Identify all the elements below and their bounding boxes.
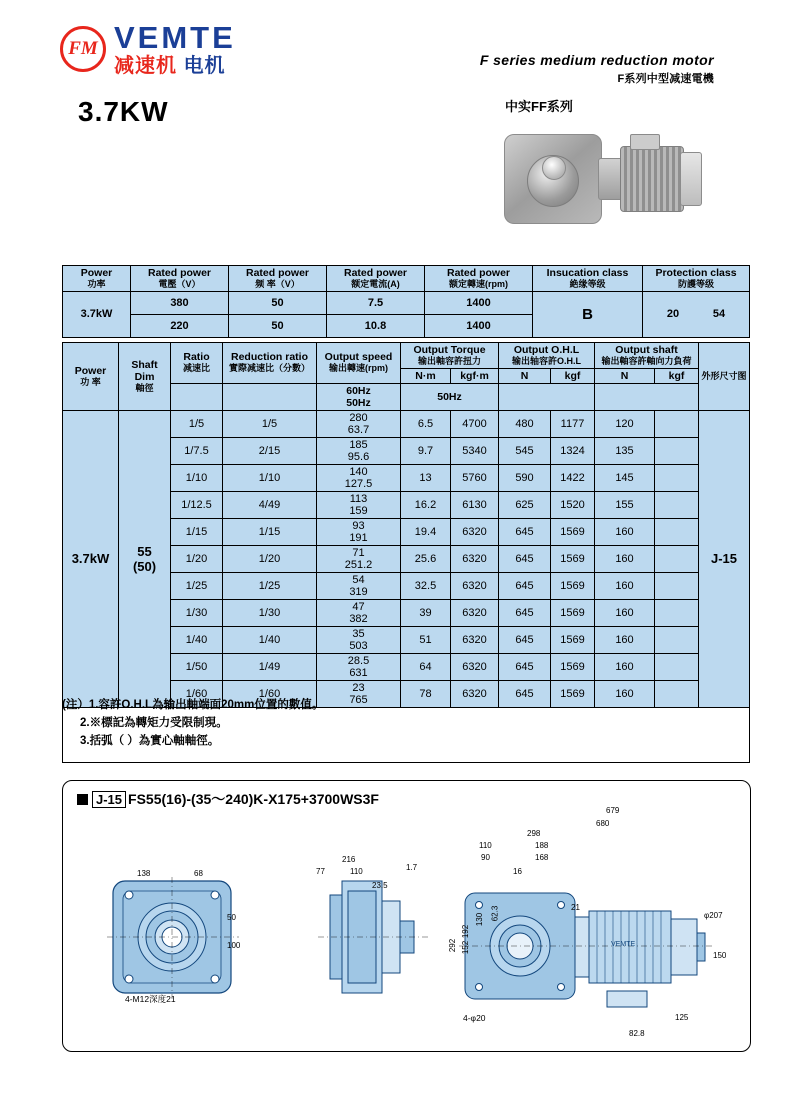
th-frequency: Rated power 频 率（V）	[229, 266, 327, 292]
dimension-drawing-panel	[62, 780, 751, 1052]
dim-130: 130	[475, 912, 485, 927]
dim-68: 68	[194, 869, 203, 878]
cell-shaft-kgf	[655, 410, 699, 437]
th-reduction-ratio: Reduction ratio 實際减速比（分數）	[223, 342, 317, 383]
cell-speed: 93191	[317, 518, 401, 545]
cell-reduction: 1/5	[223, 410, 317, 437]
cell-ohl-n: 645	[499, 518, 551, 545]
table-header-row	[63, 342, 750, 368]
cell-reduction: 1/40	[223, 626, 317, 653]
dim-138: 138	[137, 869, 151, 878]
table-row	[63, 291, 750, 314]
cell-ohl-n: 545	[499, 437, 551, 464]
dim-150: 150	[713, 951, 727, 960]
cell-shaft-dim	[119, 410, 171, 707]
cell-reduction: 1/15	[223, 518, 317, 545]
cell-ohl-n: 645	[499, 572, 551, 599]
cell-shaft-kgf	[655, 626, 699, 653]
cell-shaft-n: 160	[595, 599, 655, 626]
cell-ratio: 1/15	[171, 518, 223, 545]
dim-77: 77	[316, 867, 325, 876]
cell-ratio: 1/50	[171, 653, 223, 680]
dim-292: 292	[448, 938, 458, 953]
dim-680: 680	[596, 819, 610, 828]
th-output-shaft: Output shaft 输出軸容許軸向力負荷	[595, 342, 699, 368]
th-insulation-class: Insucation class 絶缘等级	[533, 266, 643, 292]
cell-ohl-n: 625	[499, 491, 551, 518]
cell-current-2: 10.8	[327, 314, 425, 337]
th-output-torque: Output Torque 输出軸容許扭力	[401, 342, 499, 368]
cell-shaft-n: 120	[595, 410, 655, 437]
cell-speed: 54319	[317, 572, 401, 599]
cell-ohl-kgf: 1422	[551, 464, 595, 491]
dim-168: 168	[535, 853, 549, 862]
cell-torque-kgfm: 4700	[451, 410, 499, 437]
cell-speed: 28063.7	[317, 410, 401, 437]
electrical-spec-table	[62, 265, 750, 338]
cell-ratio: 1/5	[171, 410, 223, 437]
note-line-2: 2.※標記為轉矩力受限制現。	[80, 716, 228, 729]
cell-shaft-n: 145	[595, 464, 655, 491]
cell-shaft-n: 135	[595, 437, 655, 464]
dim-82-8: 82.8	[629, 1029, 645, 1038]
th-shaft-blank	[595, 383, 699, 410]
brand-name: VEMTE	[114, 20, 236, 55]
th-hz-50: 50Hz	[401, 383, 499, 410]
cell-shaft-kgf	[655, 572, 699, 599]
cell-protection	[643, 291, 750, 337]
th-dimension-drawing: 外形尺寸图	[699, 342, 750, 410]
th-power: Power 功率	[63, 266, 131, 292]
cell-ohl-n: 645	[499, 626, 551, 653]
cell-shaft-kgf	[655, 518, 699, 545]
cell-perf-power: 3.7kW	[63, 410, 119, 707]
cell-reduction: 1/49	[223, 653, 317, 680]
document-title-cn: F系列中型减速電機	[617, 73, 714, 85]
cell-ratio: 1/20	[171, 545, 223, 572]
notes-block	[62, 697, 323, 750]
dim-207: φ207	[704, 911, 723, 920]
product-photo	[490, 128, 712, 228]
cell-ohl-n: 480	[499, 410, 551, 437]
cell-torque-kgfm: 5340	[451, 437, 499, 464]
cell-shaft-n: 155	[595, 491, 655, 518]
logo-mark-icon: FM	[60, 26, 106, 72]
dim-298: 298	[527, 829, 541, 838]
shaft-dim-main: 55	[137, 543, 152, 559]
dim-50: 50	[227, 913, 236, 922]
dim-16: 16	[513, 867, 522, 876]
cell-speed: 28.5631	[317, 653, 401, 680]
cell-torque-kgfm: 6320	[451, 518, 499, 545]
cell-ratio: 1/30	[171, 599, 223, 626]
terminal-box	[630, 134, 660, 150]
cell-shaft-kgf	[655, 653, 699, 680]
th-protection-class: Protection class 防護等级	[643, 266, 750, 292]
dim-hole-note: 4-φ20	[463, 1013, 486, 1023]
fan-cover	[680, 152, 702, 206]
cell-torque-nm: 32.5	[401, 572, 451, 599]
brand-subtitle	[114, 56, 236, 76]
cell-ratio: 1/7.5	[171, 437, 223, 464]
th-ratio: Ratio 减速比	[171, 342, 223, 383]
th-shaft-dim: Shaft Dim 軸徑	[119, 342, 171, 410]
cell-shaft-n: 160	[595, 653, 655, 680]
table-header-row	[63, 266, 750, 292]
cell-torque-kgfm: 6320	[451, 599, 499, 626]
dim-bolt-note: 4-M12深度21	[125, 994, 176, 1004]
note-line-1: (注）1.容許O.H.L為输出軸端面20mm位置的數值。	[62, 699, 324, 711]
cell-torque-kgfm: 6320	[451, 545, 499, 572]
cell-reduction: 1/30	[223, 599, 317, 626]
cell-speed: 47382	[317, 599, 401, 626]
cell-ohl-n: 645	[499, 599, 551, 626]
th-torque-nm: N·m	[401, 368, 451, 383]
cell-torque-nm: 13	[401, 464, 451, 491]
cell-ratio: 1/40	[171, 626, 223, 653]
cell-freq-2: 50	[229, 314, 327, 337]
cell-ohl-kgf: 1569	[551, 653, 595, 680]
th-ohl-blank	[499, 383, 595, 410]
cell-torque-kgfm: 6320	[451, 626, 499, 653]
cell-ratio: 1/60	[171, 680, 223, 707]
cell-ohl-kgf: 1569	[551, 545, 595, 572]
cell-ohl-kgf: 1520	[551, 491, 595, 518]
cell-speed: 23765	[317, 680, 401, 707]
cell-torque-nm: 78	[401, 680, 451, 707]
cell-torque-kgfm: 6320	[451, 653, 499, 680]
dim-679: 679	[606, 806, 620, 815]
front-view-svg	[99, 873, 259, 1003]
cell-speed: 18595.6	[317, 437, 401, 464]
dim-125: 125	[675, 1013, 689, 1022]
square-bullet-icon	[77, 794, 88, 805]
dim-192: 192	[461, 924, 471, 939]
document-title-en: F series medium reduction motor	[479, 52, 714, 68]
dim-110b: 110	[479, 841, 492, 850]
cell-torque-nm: 51	[401, 626, 451, 653]
drawing-model-code: FS55(16)-(35～240)K-X175+3700WS3F	[128, 791, 379, 807]
cell-torque-nm: 16.2	[401, 491, 451, 518]
th-voltage: Rated power 電壓（V）	[131, 266, 229, 292]
th-shaft-kgf: kgf	[655, 368, 699, 383]
assembly-view	[451, 806, 741, 1041]
motor-body	[620, 146, 684, 212]
th-output-speed: Output speed 输出轉速(rpm)	[317, 342, 401, 383]
output-shaft-hub	[542, 156, 566, 180]
cell-ohl-n: 645	[499, 680, 551, 707]
cell-shaft-kgf	[655, 680, 699, 707]
cell-dimension-ref: J-15	[699, 410, 750, 707]
th-rated-speed: Rated power 额定轉速(rpm)	[425, 266, 533, 292]
note-line-3: 3.括弧（ ）為實心軸軸徑。	[80, 734, 220, 747]
side-view	[308, 855, 438, 1007]
cell-shaft-kgf	[655, 464, 699, 491]
protection-value-1: 20	[666, 308, 680, 321]
th-perf-power: Power 功 率	[63, 342, 119, 410]
cell-torque-kgfm: 5760	[451, 464, 499, 491]
dim-21: 21	[571, 903, 580, 912]
dim-188: 188	[535, 841, 549, 850]
cell-freq-1: 50	[229, 291, 327, 314]
brand-logo	[60, 22, 236, 76]
cell-torque-nm: 64	[401, 653, 451, 680]
drawing-title	[77, 789, 379, 809]
dim-1-7: 1.7	[406, 863, 418, 872]
cell-torque-kgfm: 6320	[451, 572, 499, 599]
spec-tables	[62, 265, 749, 763]
th-hz-60: 60Hz50Hz	[317, 383, 401, 410]
cell-ohl-kgf: 1569	[551, 680, 595, 707]
th-output-ohl: Output O.H.L 输出轴容許O.H.L	[499, 342, 595, 368]
cell-ratio: 1/10	[171, 464, 223, 491]
cell-torque-nm: 25.6	[401, 545, 451, 572]
page-title: 3.7KW	[78, 96, 169, 127]
cell-ohl-kgf: 1324	[551, 437, 595, 464]
cell-ratio: 1/25	[171, 572, 223, 599]
front-view	[99, 869, 259, 1004]
cell-shaft-kgf	[655, 491, 699, 518]
cell-shaft-kgf	[655, 437, 699, 464]
series-label: 中实FF系列	[505, 99, 573, 114]
cell-ohl-n: 645	[499, 653, 551, 680]
dim-90: 90	[481, 853, 490, 862]
dim-100: 100	[227, 941, 241, 950]
brand-cn-red: 减速机	[114, 55, 177, 77]
cell-ratio: 1/12.5	[171, 491, 223, 518]
table-row	[63, 410, 750, 437]
cell-torque-kgfm: 6130	[451, 491, 499, 518]
cell-ohl-kgf: 1569	[551, 626, 595, 653]
cell-speed: 71251.2	[317, 545, 401, 572]
th-torque-kgfm: kgf·m	[451, 368, 499, 383]
th-ohl-kgf: kgf	[551, 368, 595, 383]
cell-torque-nm: 39	[401, 599, 451, 626]
cell-ohl-n: 590	[499, 464, 551, 491]
cell-ohl-kgf: 1569	[551, 572, 595, 599]
cell-torque-nm: 9.7	[401, 437, 451, 464]
cell-shaft-n: 160	[595, 572, 655, 599]
th-reduction-blank	[223, 383, 317, 410]
th-shaft-n: N	[595, 368, 655, 383]
cell-reduction: 1/25	[223, 572, 317, 599]
cell-shaft-kgf	[655, 599, 699, 626]
cell-ohl-kgf: 1177	[551, 410, 595, 437]
th-ohl-n: N	[499, 368, 551, 383]
cell-torque-kgfm: 6320	[451, 680, 499, 707]
th-ratio-blank	[171, 383, 223, 410]
dim-62-3: 62.3	[490, 905, 500, 922]
cell-shaft-n: 160	[595, 680, 655, 707]
cell-speed: 35503	[317, 626, 401, 653]
cell-torque-nm: 6.5	[401, 410, 451, 437]
dim-110a: 110	[350, 867, 363, 876]
cell-reduction: 4/49	[223, 491, 317, 518]
cell-speed-1: 1400	[425, 291, 533, 314]
dim-216: 216	[342, 855, 356, 864]
cell-reduction: 1/20	[223, 545, 317, 572]
cell-current-1: 7.5	[327, 291, 425, 314]
cell-speed: 113159	[317, 491, 401, 518]
cell-speed: 140127.5	[317, 464, 401, 491]
brand-text	[114, 22, 236, 76]
cell-voltage-380: 380	[131, 291, 229, 314]
cell-ohl-kgf: 1569	[551, 518, 595, 545]
cell-power: 3.7kW	[63, 291, 131, 337]
cell-shaft-n: 160	[595, 545, 655, 572]
cell-shaft-n: 160	[595, 626, 655, 653]
cell-shaft-kgf	[655, 545, 699, 572]
dim-152: 152	[461, 940, 471, 955]
cell-voltage-220: 220	[131, 314, 229, 337]
cell-reduction: 2/15	[223, 437, 317, 464]
cell-shaft-n: 160	[595, 518, 655, 545]
cell-speed-2: 1400	[425, 314, 533, 337]
cell-torque-nm: 19.4	[401, 518, 451, 545]
assembly-view-svg	[451, 841, 741, 1041]
cell-ohl-n: 645	[499, 545, 551, 572]
th-current: Rated power 额定電流(A)	[327, 266, 425, 292]
protection-value-2: 54	[712, 308, 726, 321]
dim-23-5: 23.5	[372, 881, 388, 890]
motor-nameplate-label: VEMTE	[611, 941, 636, 948]
cell-insulation: B	[533, 291, 643, 337]
cell-reduction: 1/10	[223, 464, 317, 491]
cell-ohl-kgf: 1569	[551, 599, 595, 626]
brand-cn-blue: 电机	[183, 55, 226, 77]
cell-reduction: 1/60	[223, 680, 317, 707]
drawing-badge: J-15	[92, 791, 126, 808]
shaft-dim-alt: (50)	[132, 558, 157, 574]
